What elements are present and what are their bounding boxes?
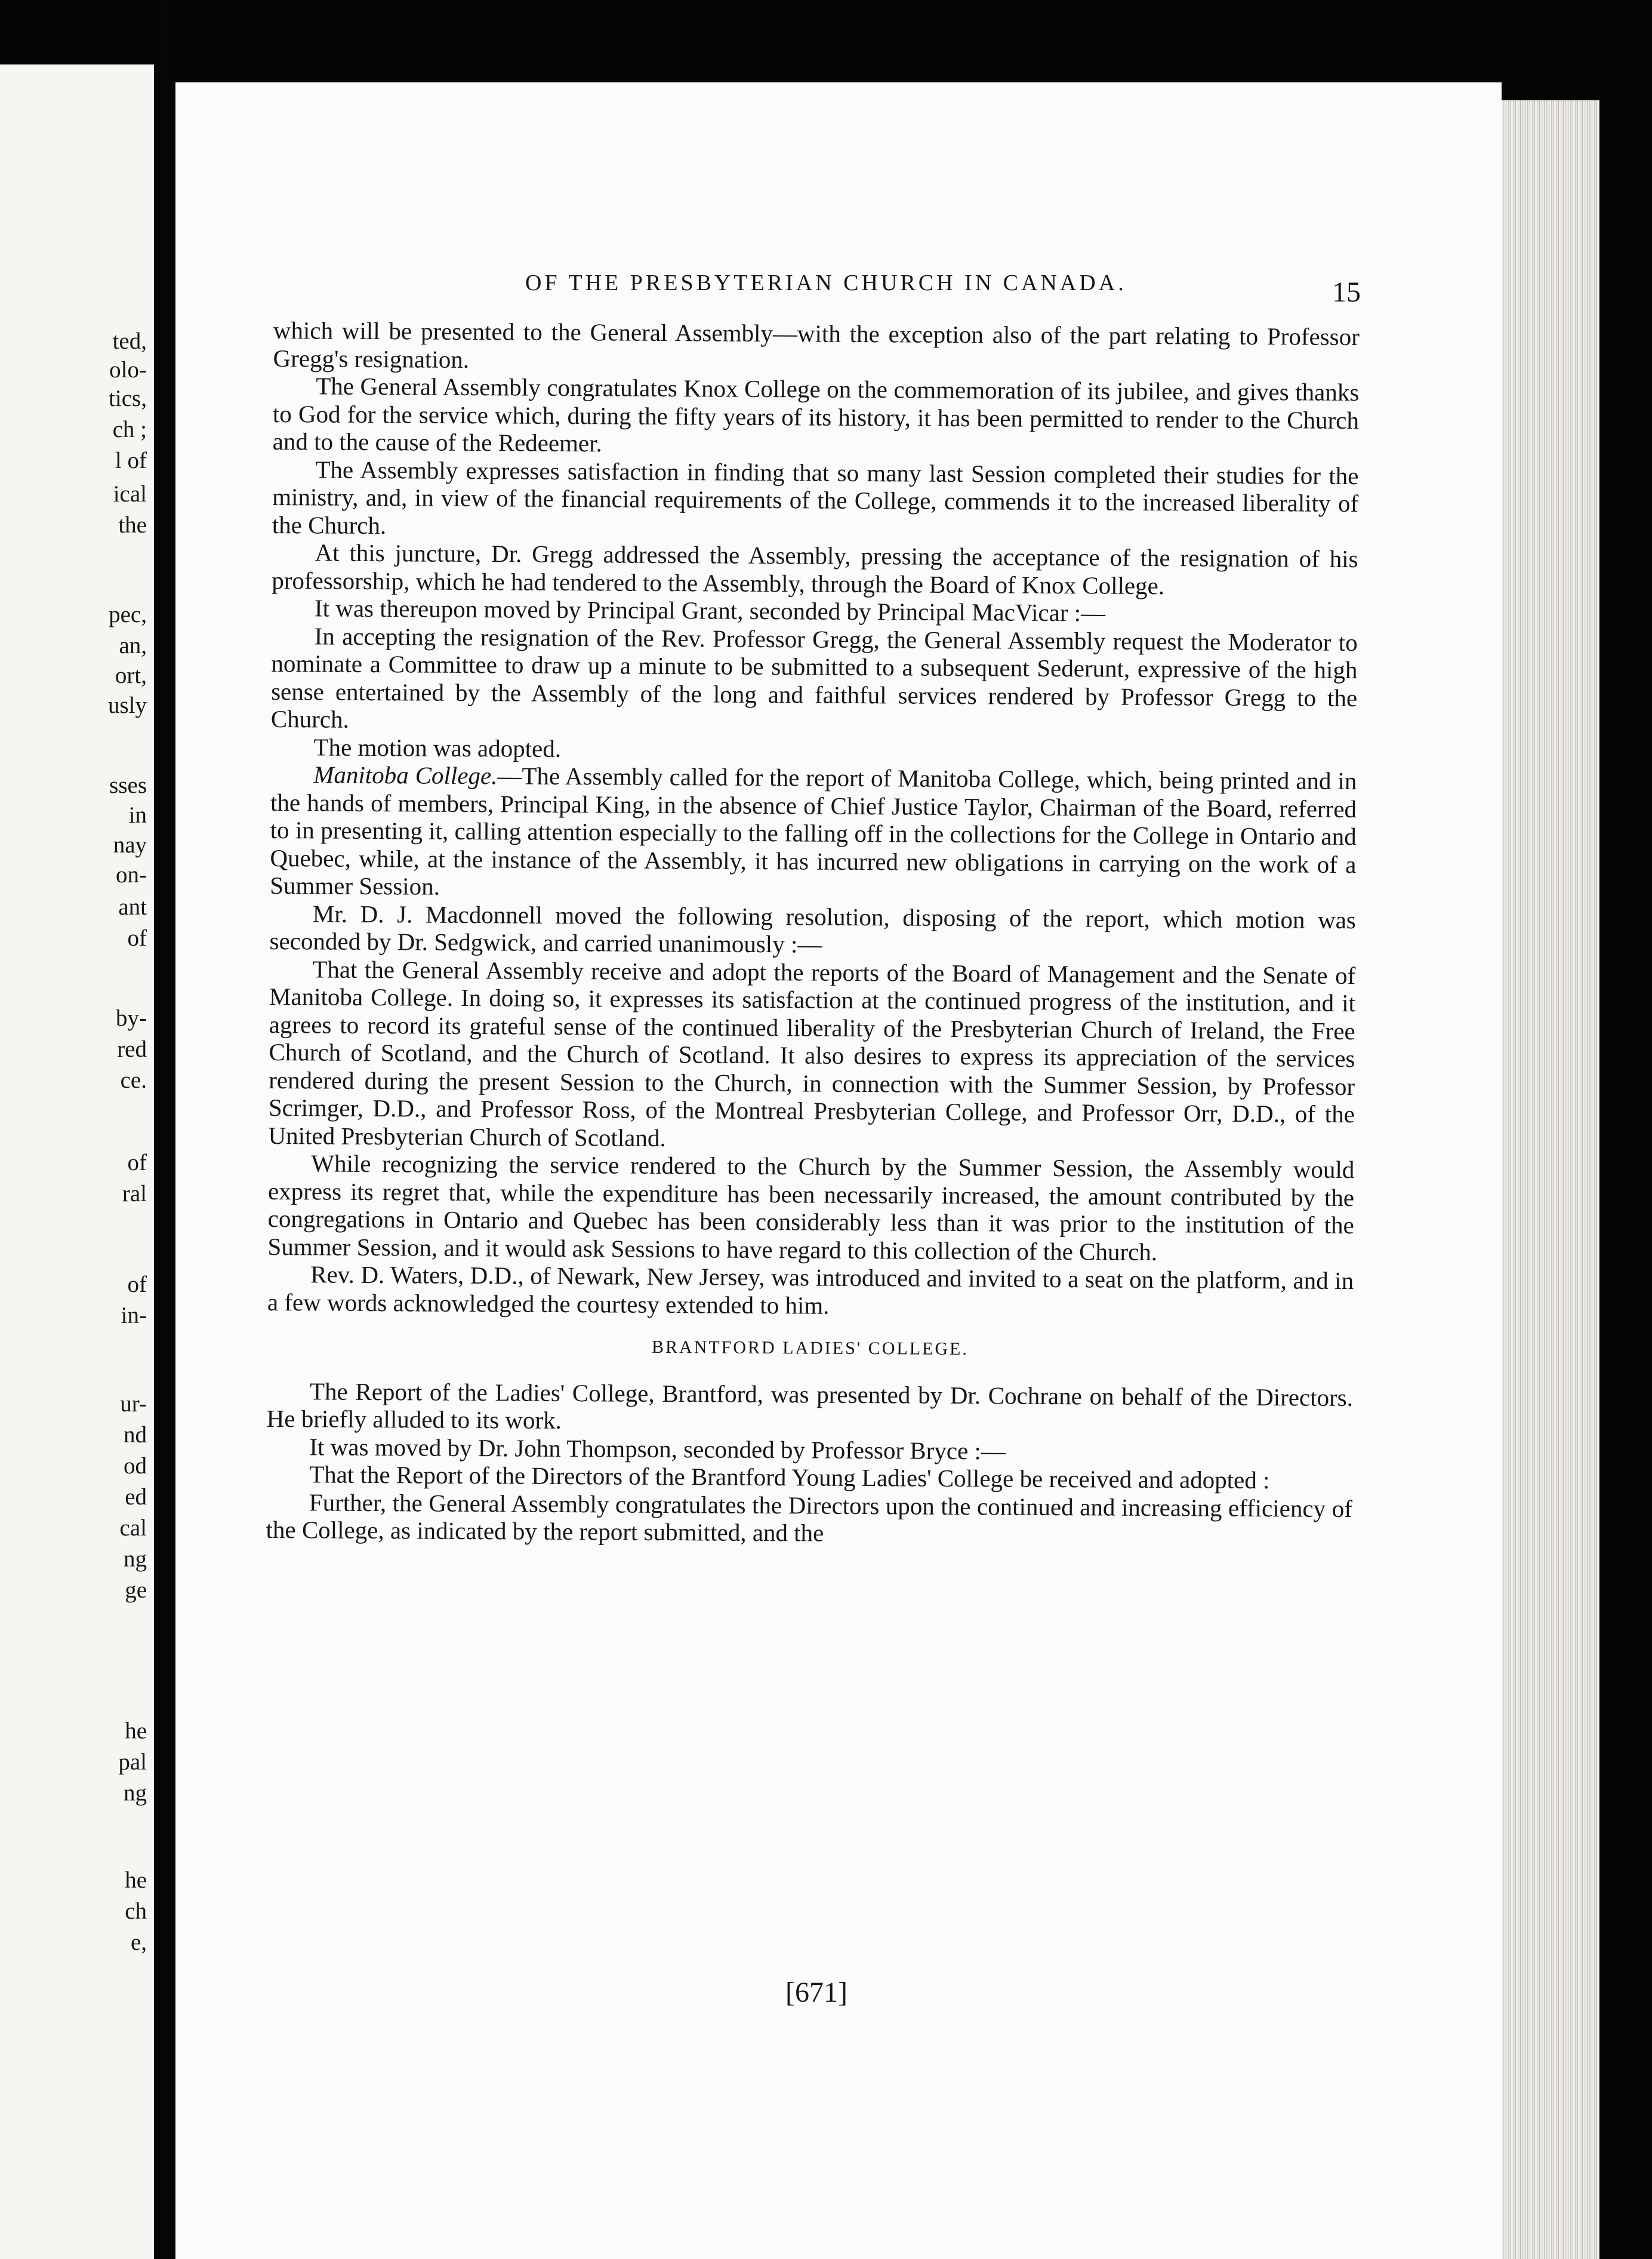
left-page-fragment: od [124,1453,147,1479]
paragraph: It was thereupon moved by Principal Grant, seconded by Principal MacVicar :— [314,594,1106,627]
left-page-fragment: nay [113,832,147,858]
left-page-fragment: ng [124,1780,147,1806]
left-page-fragment: of [127,1150,147,1175]
left-page-fragment: he [125,1867,147,1893]
left-facing-page [0,64,154,2259]
paragraph: That the General Assembly receive and adopt the reports of the Board of Management and the Senate of Manitoba College. In doing so, it expresses its satisfaction at the continued progress of the institution, and it agrees to record its grateful sense of the continued liberality of the Presbyterian Church of Ireland, the Free Church of Scotland, and the Church of Scotland. It also desires to express its appreciation of the services rendered during the present Session to the Church, in connection with the Summer Session, by Professor Scrimger, D.D., and Professor Ross, of the Montreal Presbyterian College, and Professor Orr, D.D., of the United Presbyterian Church of Scotland. [268,955,1356,1152]
left-page-fragment: tics, [109,386,147,411]
italic-lead: Manitoba College. [313,761,498,790]
paragraph: In accepting the resignation of the Rev. Professor Gregg, the General Assembly request the Moderator to nominate a Committee to draw up a minute to be submitted to a subsequent Sederunt, expressive of the high sense entertained by the Assembly of the long and faithful services rendered by Professor Gregg to the Church. [270,621,1358,733]
left-page-fragment: by- [116,1005,147,1031]
left-page-fragment: in [128,802,147,828]
left-page-fragment: olo- [109,357,147,383]
left-page-fragment: ur- [120,1391,147,1417]
bracket-page-number: [671] [785,1977,847,2008]
paragraph: Mr. D. J. Macdonnell moved the following resolution, disposing of the report, which motion was seconded by Dr. Sedgwick, and carried unanimously :— [269,899,1357,958]
left-page-fragment: of [127,925,147,951]
left-page-fragment: cal [119,1515,147,1541]
paragraph: While recognizing the service rendered to the Church by the Summer Session, the Assembly would express its regret that, while the expenditure has been necessarily increased, the amount contributed by the congregations in Ontario and Quebec has been considerably less than it was prior to the institution of the Summer Session, and it would ask Sessions to have regard to this collection of the Church. [267,1149,1355,1266]
left-page-fragment: ical [113,481,147,507]
left-page-fragment: an, [119,633,147,658]
paragraph: At this juncture, Dr. Gregg addressed the Assembly, pressing the acceptance of the resignation of his professorship, which he had tendered to the Assembly, through the Board of Knox College. [272,538,1358,599]
paragraph [270,761,1357,906]
paragraph: The Assembly expresses satisfaction in finding that so many last Session completed their studies for the ministry, and, in view of the financial requirements of the College, commends it to the increased liberality of the Church. [272,455,1359,539]
section-heading: BRANTFORD LADIES' COLLEGE. [651,1337,969,1359]
paragraph: Rev. D. Waters, D.D., of Newark, New Jersey, was introduced and invited to a seat on the platform, and in a few words acknowledged the courtesy extended to him. [267,1260,1354,1319]
left-page-fragment: ch [125,1898,147,1924]
left-page-fragment: red [117,1036,147,1062]
left-page-fragment: pec, [109,602,147,627]
left-page-fragment: ch ; [112,417,147,442]
running-header: OF THE PRESBYTERIAN CHURCH IN CANADA. [525,270,1127,296]
left-page-fragment: usly [107,693,147,718]
left-page-fragment: sses [109,773,147,798]
left-page-fragment: pal [118,1749,147,1775]
left-page-fragment: ort, [115,663,147,688]
left-page-fragment: ted, [112,328,147,354]
paragraph: The Report of the Ladies' College, Brantford, was presented by Dr. Cochrane on behalf of the Directors. He briefly alluded to its work. [266,1377,1354,1434]
paragraph: The motion was adopted. [313,733,562,762]
left-page-fragment: l of [115,448,147,473]
page-number: 15 [1332,276,1361,308]
paragraph: It was moved by Dr. John Thompson, seconded by Professor Bryce :— [309,1432,1006,1465]
left-page-fragment: the [118,512,147,538]
left-page-fragment: ed [125,1484,147,1510]
body-text [266,316,1360,1550]
left-page-fragment: e, [130,1929,147,1955]
left-page-fragment: ng [124,1546,147,1572]
left-page-fragment: ce. [120,1067,147,1093]
paragraph: The General Assembly congratulates Knox College on the commemoration of its jubilee, and gives thanks to God for the service which, during the fifty years of its history, it has been permitted to render to the Church and to the cause of the Redeemer. [272,372,1360,457]
paragraph: which will be presented to the General Assembly—with the exception also of the part relating to Professor Gregg's resignation. [273,316,1360,373]
left-page-fragment: nd [124,1422,147,1448]
left-page-fragment: ge [125,1577,147,1603]
left-page-fragment: in- [121,1303,147,1328]
left-page-fragment: on- [116,862,147,888]
left-page-fragment: he [125,1718,147,1744]
left-page-fragment: ant [118,894,147,920]
left-page-fragment: of [127,1272,147,1297]
book-gutter [154,0,175,2259]
paragraph: That the Report of the Directors of the Brantford Young Ladies' College be received and adopted : [309,1460,1270,1494]
paragraph-text: —The Assembly called for the report of Manitoba College, which, being printed and in the hands of members, Principal King, in the absence of Chief Justice Taylor, Chairman of the Board, referred to in presenting it, calling attention especially to the falling off in the collections for the College in Ontario and Quebec, while, at the instance of the Assembly, it has incurred new obligations in carrying on the work of a Summer Session. [270,762,1357,900]
left-page-fragment: ral [122,1181,147,1207]
page-edges [1502,100,1599,2259]
paragraph: Further, the General Assembly congratulates the Directors upon the continued and increasing efficiency of the College, as indicated by the report submitted, and the [266,1488,1352,1547]
